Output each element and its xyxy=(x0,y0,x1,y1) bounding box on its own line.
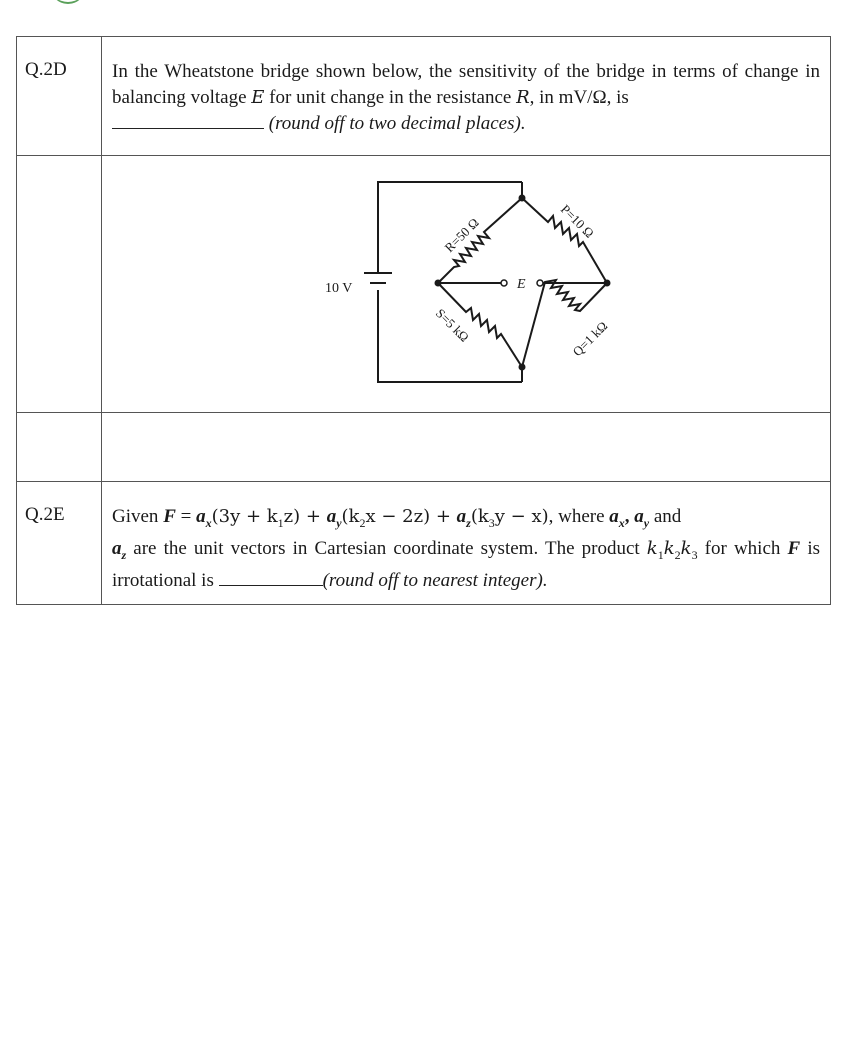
rounding-hint: (round off to nearest integer). xyxy=(322,569,548,591)
question-text: Given $F = a_x(3y + k_1z) + a_y(k_2x - 2z) + a_z(k_3y - x)$, where $a_x$, $a_y$ and $a_z$ are the unit vectors in Cartesian coordinate system. The product $k_1k_2k_3$ for which F is irrotational is (round off to nearest integer). xyxy=(102,482,831,605)
top-decoration xyxy=(50,0,86,4)
source-label: 10 V xyxy=(325,281,353,296)
terminal-left xyxy=(501,280,507,286)
empty-cell xyxy=(17,156,102,413)
question-number: Q.2D xyxy=(17,37,102,156)
resistor-q-label: Q=1 kΩ xyxy=(569,318,611,360)
question-row-q2e xyxy=(17,482,831,605)
answer-blank xyxy=(219,569,323,586)
right-node xyxy=(604,280,611,287)
empty-cell xyxy=(102,413,831,482)
rounding-hint: (round off to two decimal places). xyxy=(268,113,526,134)
voltage-e-label: E xyxy=(517,277,526,292)
bottom-node xyxy=(519,364,526,371)
empty-cell xyxy=(17,413,102,482)
empty-row xyxy=(17,413,831,482)
figure-row xyxy=(17,156,831,413)
terminal-right xyxy=(537,280,543,286)
wheatstone-bridge-diagram xyxy=(102,156,839,412)
answer-blank xyxy=(112,112,264,129)
top-node xyxy=(519,195,526,202)
left-node xyxy=(435,280,442,287)
resistor-r-label: R=50 Ω xyxy=(441,214,482,256)
question-text: In the Wheatstone bridge shown below, the sensitivity of the bridge in terms of change in balancing voltage E for unit change in the resistance R, in mV/Ω, is (round off to two decimal places). xyxy=(102,37,831,156)
resistor-p-label: P=10 Ω xyxy=(557,201,598,241)
question-row-q2d xyxy=(17,37,831,156)
question-number: Q.2E xyxy=(17,482,102,605)
figure-cell xyxy=(102,156,831,413)
question-table xyxy=(16,36,831,605)
top-wire xyxy=(378,182,522,272)
resistor-s-label: S=5 kΩ xyxy=(432,305,473,345)
